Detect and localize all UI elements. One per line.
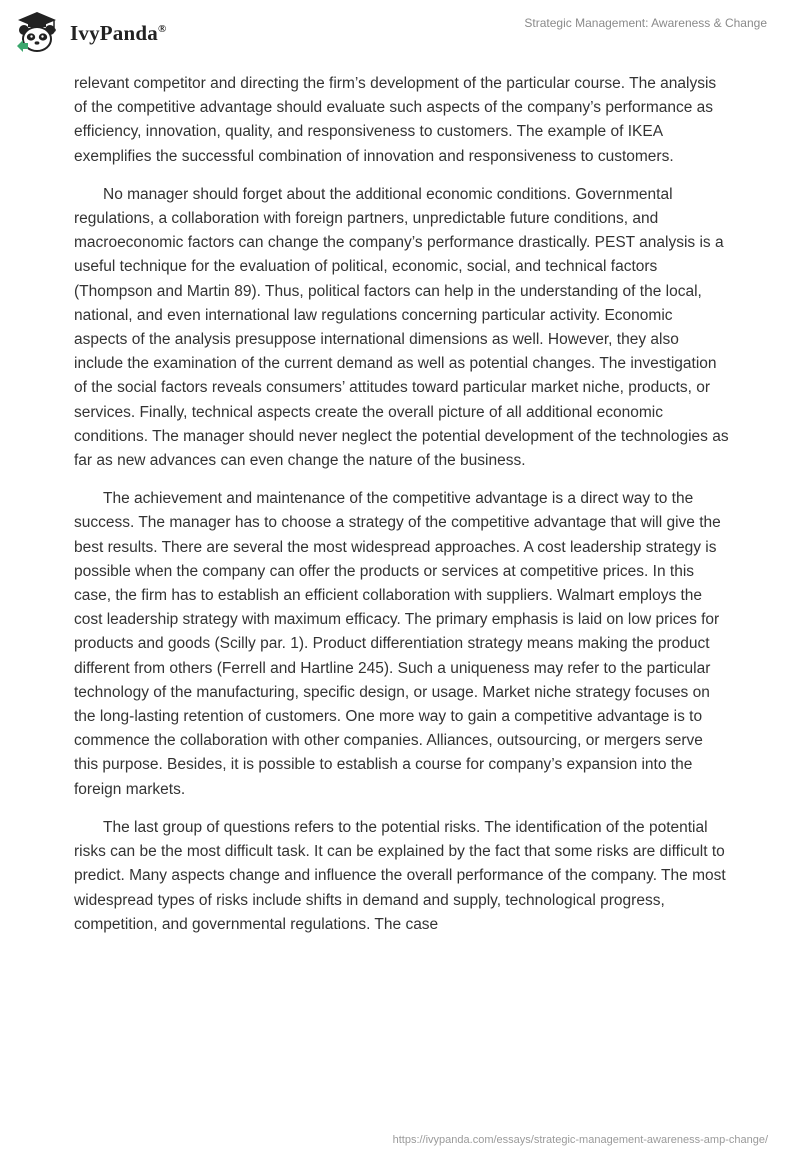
page-header: [0, 0, 800, 68]
document-title: Strategic Management: Awareness & Change: [524, 16, 767, 30]
brand-name: IvyPanda®: [70, 20, 167, 45]
paragraph-3: The achievement and maintenance of the competitive advantage is a direct way to the success. The manager has to choose a strategy of the competitive advantage that will give the best results. There are several the most widespread approaches. A cost leadership strategy is possible when the company can offer the products or services at competitive prices. In this case, the firm has to establish an efficient collaboration with suppliers. Walmart employs the cost leadership strategy with maximum efficacy. The primary emphasis is laid on low prices for products and goods (Scilly par. 1). Product differentiation strategy means making the product different from others (Ferrell and Hartline 245). Such a uniqueness may refer to the particular technology of the manufacturing, specific design, or usage. Market niche strategy focuses on the long-lasting retention of customers. One more way to gain a competitive advantage is to commence the collaboration with other companies. Alliances, outsourcing, or mergers serve this purpose. Besides, it is possible to establish a course for company’s expansion into the foreign markets.: [74, 490, 721, 798]
ivypanda-logo[interactable]: [14, 10, 166, 56]
essay-body: [74, 72, 730, 951]
registered-mark: ®: [157, 22, 167, 35]
paragraph-2: No manager should forget about the additional economic conditions. Governmental regulations, a collaboration with foreign partners, unpredictable future conditions, and macroeconomic factors can change the company’s performance drastically. PEST analysis is a useful technique for the evaluation of political, economic, social, and technical factors (Thompson and Martin 89). Thus, political factors can help in the understanding of the local, national, and even international law regulations concerning particular activity. Economic aspects of the analysis presuppose international dimensions as well. However, they also include the examination of the current demand as well as potential changes. The investigation of the social factors reveals consumers’ attitudes toward particular market niche, products, or services. Finally, technical aspects create the overall picture of all additional economic conditions. The manager should never neglect the potential development of the technologies as far as new advances can even change the nature of the business.: [74, 185, 729, 470]
source-url[interactable]: https://ivypanda.com/essays/strategic-management-awareness-amp-change/: [392, 1134, 768, 1146]
panda-graduate-icon: [14, 10, 60, 56]
paragraph-4: The last group of questions refers to the potential risks. The identification of the potential risks can be the most difficult task. It can be explained by the fact that some risks are difficult to predict. Many aspects change and influence the overall performance of the company. The most widespread types of risks include shifts in demand and supply, technological progress, competition, and governmental regulations. The case: [74, 818, 726, 933]
paragraph-1: relevant competitor and directing the firm’s development of the particular course. The analysis of the competitive advantage should evaluate such aspects of the company’s performance as efficiency, innovation, quality, and responsiveness to customers. The example of IKEA exemplifies the successful combination of innovation and responsiveness to customers.: [74, 75, 717, 165]
